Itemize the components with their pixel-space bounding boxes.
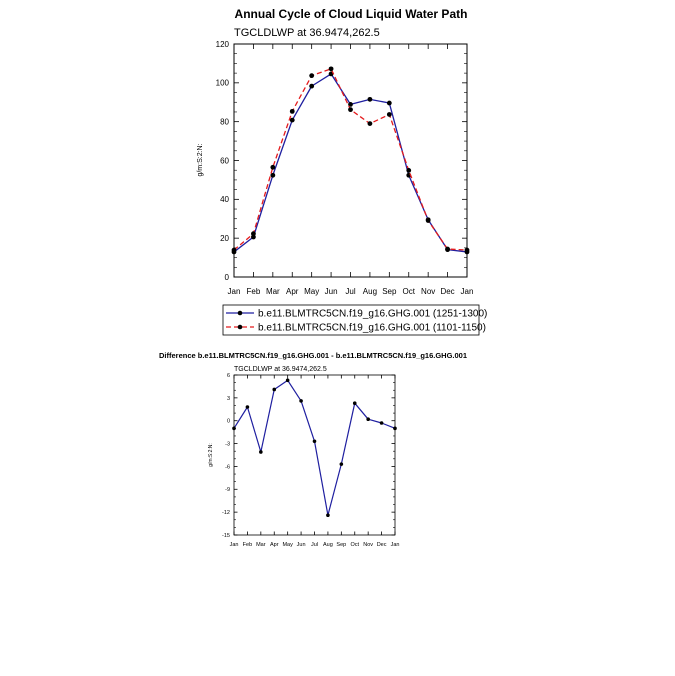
series-1-point (340, 462, 344, 466)
legend-entry-1 (226, 309, 487, 320)
x-tick-label: May (282, 542, 293, 548)
y-tick-label: 0 (226, 418, 230, 425)
series-2-point (406, 168, 411, 173)
series-line-1 (234, 380, 395, 515)
y-tick-label: -15 (222, 532, 230, 539)
x-tick-label: Jan (229, 542, 239, 548)
chart2-subtitle: TGCLDLWP at 36.9474,262.5 (234, 366, 327, 373)
series-1-point (387, 101, 392, 106)
x-tick-label: Jul (310, 542, 319, 548)
series-2-point (270, 165, 275, 170)
chart2-plot-frame (234, 375, 395, 535)
y-tick-label: -6 (225, 464, 230, 471)
series-2-point (348, 107, 353, 112)
x-tick-label: Mar (265, 287, 280, 296)
y-tick-label: -9 (225, 487, 230, 494)
x-tick-label: Mar (256, 542, 266, 548)
series-2-point (309, 73, 314, 78)
series-1-point (393, 427, 397, 431)
legend-label-2: b.e11.BLMTRC5CN.f19_g16.GHG.001 (1101-1150) (258, 322, 486, 334)
series-1-point (299, 399, 303, 403)
chart2-title: Difference b.e11.BLMTRC5CN.f19_g16.GHG.001 - b.e11.BLMTRC5CN.f19_g16.GHG.001 (158, 351, 468, 360)
x-tick-label: Sep (336, 542, 347, 548)
x-tick-label: Dec (440, 287, 455, 296)
legend-marker-1 (238, 311, 243, 316)
y-tick-label: 3 (226, 395, 230, 402)
y-tick-label: 120 (215, 39, 229, 49)
x-tick-label: Sep (382, 287, 397, 296)
y-tick-label: -12 (222, 510, 230, 517)
chart1-legend (223, 305, 487, 335)
y-tick-label: 6 (226, 372, 230, 379)
series-2-point (445, 247, 450, 252)
series-2-point (387, 112, 392, 117)
series-line-2 (234, 69, 467, 250)
y-tick-label: 40 (220, 195, 229, 205)
x-tick-label: Dec (376, 542, 387, 548)
x-tick-label: Jan (227, 287, 241, 296)
y-tick-label: 60 (220, 156, 229, 166)
y-tick-label: 80 (220, 117, 229, 127)
x-tick-label: Oct (402, 287, 415, 296)
x-tick-label: Jan (460, 287, 474, 296)
x-tick-label: Apr (286, 287, 299, 296)
series-2-point (368, 121, 373, 126)
y-tick-label: 100 (215, 78, 229, 88)
difference-chart (159, 351, 467, 548)
x-tick-label: Oct (350, 542, 360, 548)
series-1-point (246, 405, 250, 409)
series-2-point (290, 109, 295, 114)
y-tick-label: -3 (225, 441, 230, 448)
x-tick-label: Jan (390, 542, 400, 548)
x-tick-label: Apr (269, 542, 279, 548)
x-tick-label: Jul (345, 287, 356, 296)
legend-marker-2 (238, 325, 243, 330)
chart2-y-axis-label: g/m:S:2:N: (208, 443, 214, 467)
x-tick-label: Aug (323, 542, 333, 548)
series-1-point (353, 401, 357, 405)
series-1-point (326, 513, 330, 517)
series-2-point (426, 218, 431, 223)
chart1-plot-frame (234, 44, 467, 277)
y-tick-label: 20 (220, 233, 229, 243)
series-2-point (465, 248, 470, 253)
series-1-point (272, 388, 276, 392)
series-1-point (368, 97, 373, 102)
series-1-point (259, 450, 263, 454)
series-1-point (380, 421, 384, 425)
annual-cycle-chart (197, 7, 487, 335)
x-tick-label: May (304, 287, 320, 296)
series-2-point (251, 231, 256, 236)
chart1-subtitle: TGCLDLWP at 36.9474,262.5 (234, 27, 380, 39)
chart1-title: Annual Cycle of Cloud Liquid Water Path (234, 7, 468, 21)
series-1-point (286, 379, 290, 383)
chart1-y-axis-label: g/m:S:2:N: (197, 143, 204, 177)
y-tick-label: 0 (224, 272, 229, 282)
x-tick-label: Jun (296, 542, 306, 548)
legend-entry-2 (226, 323, 486, 334)
x-tick-label: Feb (242, 542, 253, 548)
series-1-point (313, 439, 317, 443)
series-1-point (309, 84, 314, 89)
series-2-point (329, 66, 334, 71)
x-tick-label: Feb (246, 287, 261, 296)
series-1-point (290, 118, 295, 123)
x-tick-label: Nov (421, 287, 436, 296)
x-tick-label: Nov (363, 542, 374, 548)
series-1-point (232, 427, 236, 431)
x-tick-label: Aug (362, 287, 378, 296)
legend-label-1: b.e11.BLMTRC5CN.f19_g16.GHG.001 (1251-1300) (258, 308, 488, 320)
series-2-point (232, 248, 237, 253)
x-tick-label: Jun (324, 287, 338, 296)
series-1-point (366, 417, 370, 421)
